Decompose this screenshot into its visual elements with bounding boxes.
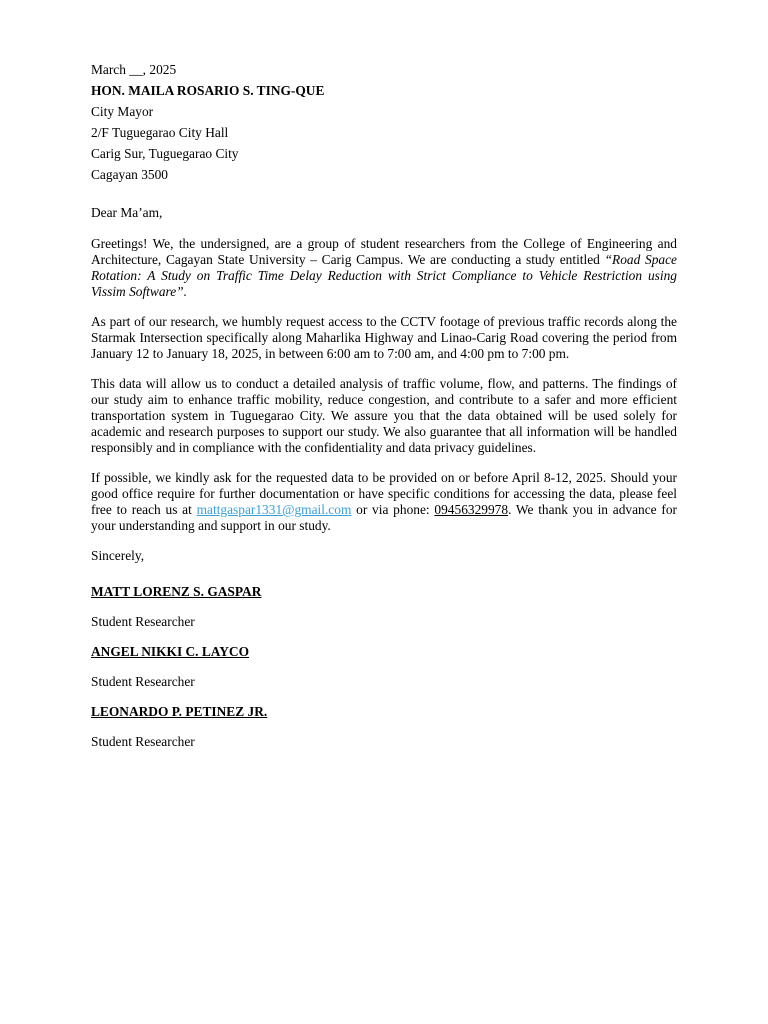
body-paragraph-1 [91,236,677,300]
signer-role: Student Researcher [91,734,195,749]
signer-name: LEONARDO P. PETINEZ JR. [91,704,268,719]
body-paragraph-4 [91,470,677,534]
signer-name: MATT LORENZ S. GASPAR [91,584,262,599]
signer-name: ANGEL NIKKI C. LAYCO [91,644,249,659]
closing: Sincerely, [91,548,145,563]
email-link[interactable]: mattgaspar1331@gmail.com [196,502,352,517]
signer-block-1 [91,584,677,630]
recipient-address-line1: 2/F Tuguegarao City Hall [91,125,229,140]
signer-role: Student Researcher [91,674,195,689]
signer-block-2 [91,644,677,690]
recipient-address-line2: Carig Sur, Tuguegarao City [91,146,239,161]
study-title: “Road Space Rotation: A Study on Traffic Time Delay Reduction with Strict Compliance to Vehicle Restriction using Vissim Software”. [91,252,677,299]
para4-text-middle: or via phone: [351,502,435,517]
signer-block-3 [91,704,677,750]
signer-role: Student Researcher [91,614,195,629]
recipient-address-line3: Cagayan 3500 [91,167,168,182]
para1-text: Greetings! We, the undersigned, are a group of student researchers from the College of Engineering and Architecture, Cagayan State University – Carig Campus. We are conducting a study entitled [91,236,677,267]
recipient-block [91,83,677,183]
phone-number: 09456329978 [434,502,509,517]
body-paragraph-2: As part of our research, we humbly request access to the CCTV footage of previous traffic records along the Starmak Intersection specifically along Maharlika Highway and Linao-Carig Road covering the period from January 12 to January 18, 2025, in between 6:00 am to 7:00 am, and 4:00 pm to 7:00 pm. [91,314,677,361]
recipient-name: HON. MAILA ROSARIO S. TING-QUE [91,83,325,98]
recipient-title: City Mayor [91,104,154,119]
para4-text-after: . We thank you in advance for your understanding and support in our study. [91,502,677,533]
letter-date: March __, 2025 [91,62,177,77]
body-paragraph-3: This data will allow us to conduct a detailed analysis of traffic volume, flow, and patterns. The findings of our study aim to enhance traffic mobility, reduce congestion, and contribute to a safer and more efficient transportation system in Tuguegarao City. We assure you that the data obtained will be used solely for academic and research purposes to support our study. We also guarantee that all information will be handled responsibly and in compliance with the confidentiality and data privacy guidelines. [91,376,677,455]
para4-text-before: If possible, we kindly ask for the requested data to be provided on or before April 8-12, 2025. Should your good office require for further documentation or have specific conditions for accessing the data, please feel free to reach us at [91,470,677,517]
letter-page [91,62,677,764]
salutation: Dear Ma’am, [91,205,163,220]
